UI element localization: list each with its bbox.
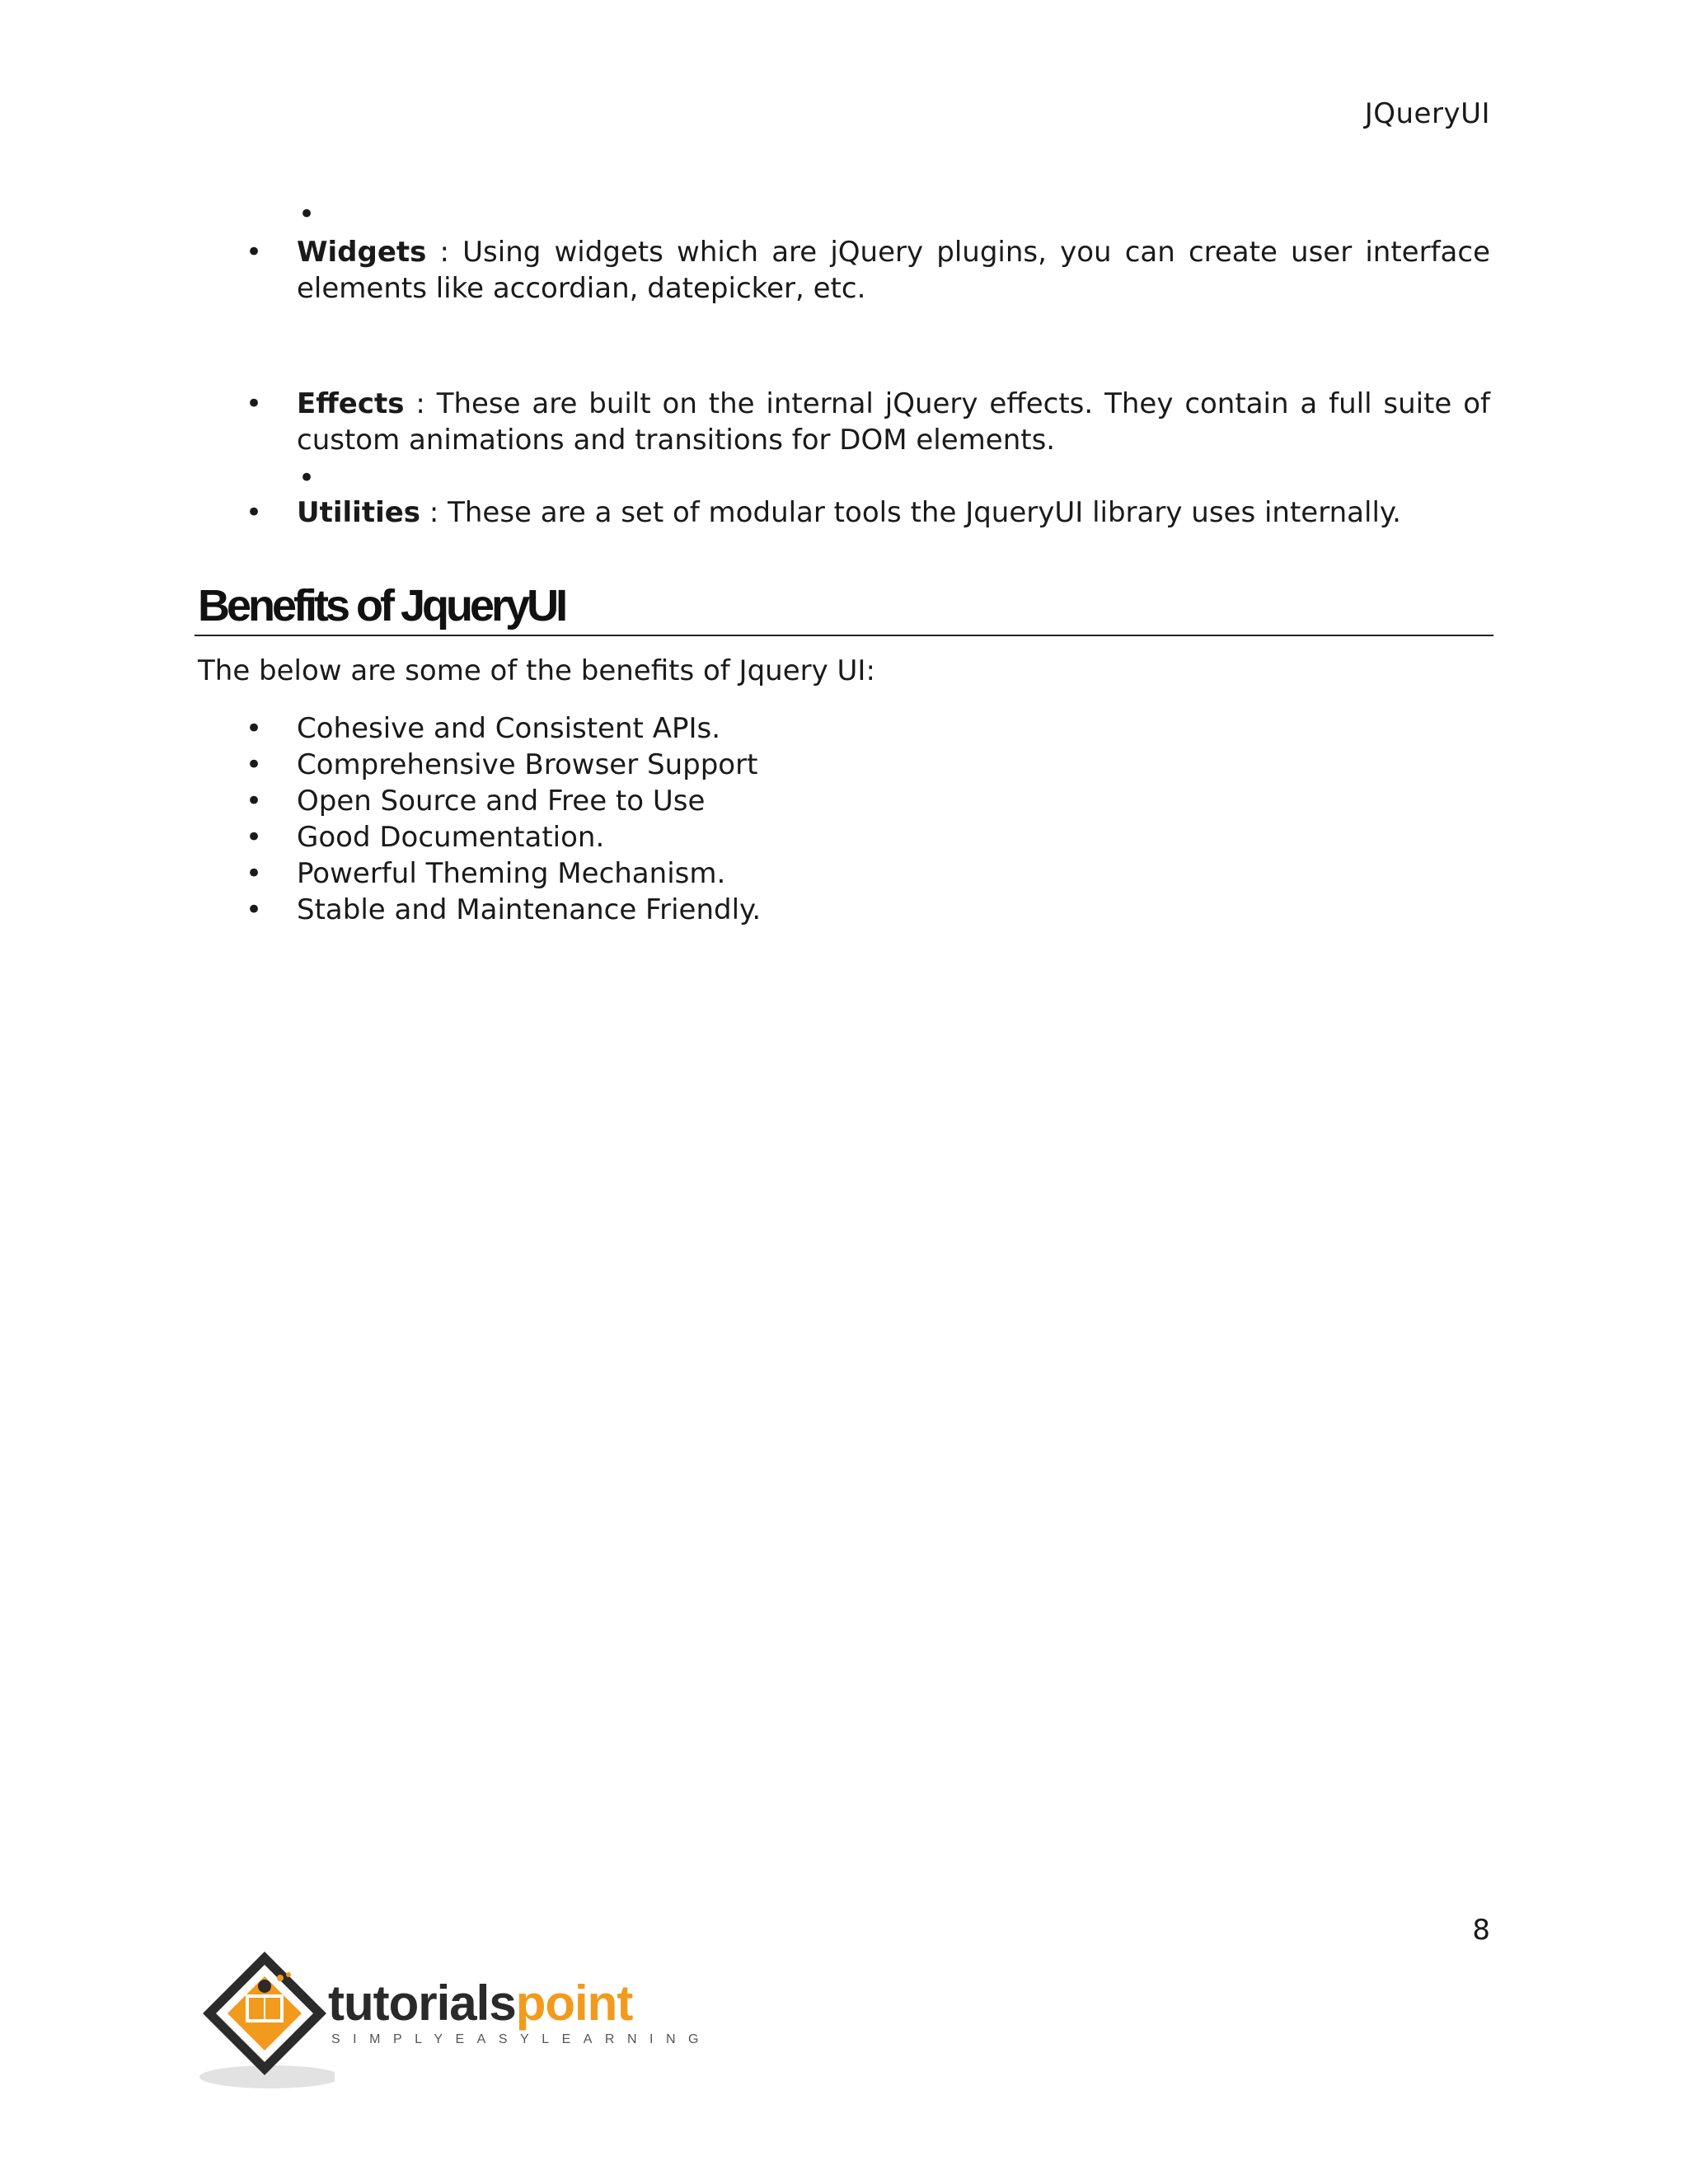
page-number: 8 [1472,1914,1490,1947]
heading-rule [195,635,1493,636]
list-item-text [297,234,1490,307]
term-label: Widgets [297,236,427,269]
running-header: JQueryUI [1364,97,1490,130]
term-description: : Using widgets which are jQuery plugins, you can create user interface elements like accordian, datepicker, etc. [297,236,1490,305]
bullet-icon: • [298,462,316,494]
logo-wordmark [328,1975,632,2032]
list-item-text: Stable and Maintenance Friendly. [297,893,762,926]
section-heading: Benefits of JqueryUI [198,581,565,630]
term-description: : These are a set of modular tools the JqueryUI library uses internally. [420,496,1401,529]
bullet-icon: • [245,857,263,890]
logo-emblem-icon [195,1945,335,2093]
bullet-icon: • [245,496,263,529]
logo-word-dark: tutorials [328,1975,516,2031]
bullet-icon: • [245,748,263,781]
logo-tagline: SIMPLYEASYLEARNING [331,2032,711,2046]
term-description: : These are built on the internal jQuery effects. They contain a full suite of custom animations and transitions for DOM elements. [297,387,1490,457]
bullet-icon: • [298,198,316,231]
tutorialspoint-logo [195,1945,711,2093]
term-label: Utilities [297,496,421,529]
list-item-text: Open Source and Free to Use [297,785,706,818]
list-item-text: Comprehensive Browser Support [297,748,758,781]
term-label: Effects [297,387,405,420]
list-item-text: Cohesive and Consistent APIs. [297,712,721,745]
bullet-icon: • [245,387,263,420]
list-item-text [297,386,1490,458]
list-item-text: Good Documentation. [297,821,605,854]
intro-paragraph: The below are some of the benefits of Jquery UI: [198,654,875,687]
list-item-text: Powerful Theming Mechanism. [297,857,726,890]
bullet-icon: • [245,785,263,818]
bullet-icon: • [245,821,263,854]
logo-word-accent: point [515,1975,633,2031]
bullet-icon: • [245,712,263,745]
bullet-icon: • [245,893,263,926]
list-item-text [297,494,1490,531]
bullet-icon: • [245,236,263,269]
